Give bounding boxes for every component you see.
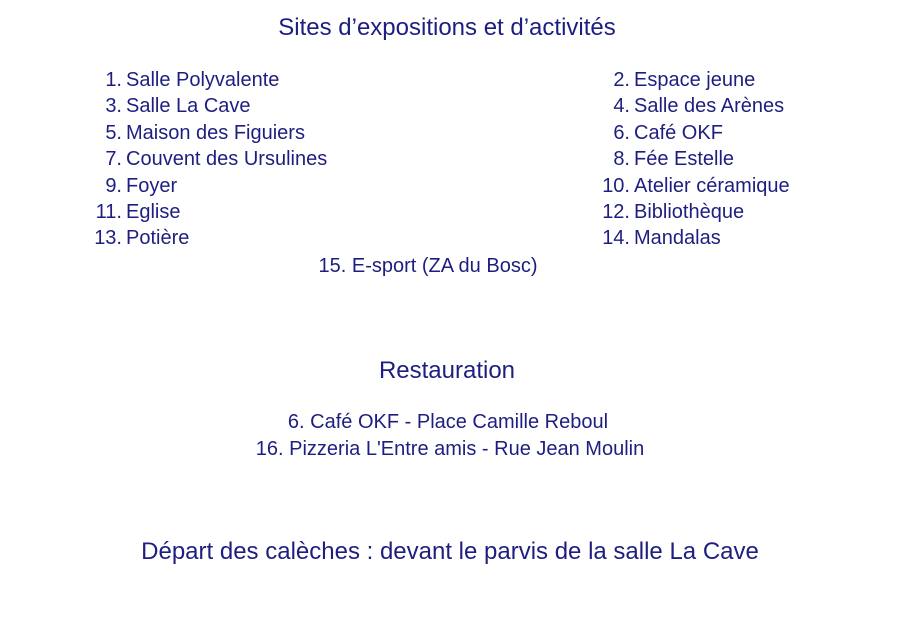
site-item	[90, 93, 420, 119]
site-number: 3.	[105, 95, 122, 118]
site-number: 8.	[613, 148, 630, 171]
site-label: Foyer	[126, 174, 178, 197]
site-number: 10.	[602, 174, 630, 197]
site-label: Bibliothèque	[634, 200, 745, 223]
site-item	[90, 120, 420, 146]
site-label: Couvent des Ursulines	[126, 148, 328, 171]
site-item	[596, 67, 896, 93]
restauration-title: Restauration	[378, 357, 516, 384]
site-number: 2.	[613, 69, 630, 91]
site-item	[90, 173, 420, 199]
site-number: 11.	[95, 200, 122, 223]
site-label: Salle La Cave	[126, 95, 251, 118]
site-label: Espace jeune	[634, 69, 756, 91]
site-number: 9.	[105, 174, 122, 197]
site-label: Eglise	[126, 200, 181, 223]
departure-notice: Départ des calèches : devant le parvis de la salle La Cave	[141, 538, 759, 565]
site-item	[90, 199, 420, 225]
sites-title: Sites d’expositions et d’activités	[278, 14, 616, 41]
site-number: 5.	[105, 121, 122, 144]
site-item	[90, 225, 420, 251]
site-item	[596, 120, 896, 146]
site-item-esport: 15. E-sport (ZA du Bosc)	[318, 255, 538, 277]
site-number: 1.	[105, 69, 122, 91]
site-number: 6.	[613, 121, 630, 144]
site-item	[90, 146, 420, 172]
site-item	[596, 173, 896, 199]
restaurant-item: 6. Café OKF - Place Camille Reboul	[287, 411, 609, 433]
site-number: 12.	[602, 200, 630, 223]
site-item	[596, 225, 896, 251]
site-item	[90, 67, 420, 93]
site-label: Mandalas	[634, 227, 721, 250]
site-number: 13.	[94, 227, 122, 250]
sites-left-column	[90, 67, 420, 252]
site-item	[596, 199, 896, 225]
site-label: Salle des Arènes	[634, 95, 785, 118]
site-number: 7.	[105, 148, 122, 171]
site-number: 14.	[602, 227, 630, 250]
site-label: Atelier céramique	[634, 174, 790, 197]
site-label: Maison des Figuiers	[126, 121, 305, 144]
restauration-list	[0, 409, 900, 463]
restaurant-item: 16. Pizzeria L'Entre amis - Rue Jean Moulin	[255, 438, 645, 460]
site-label: Salle Polyvalente	[126, 69, 280, 91]
site-number: 4.	[613, 95, 630, 118]
sites-right-column	[596, 67, 896, 252]
site-label: Fée Estelle	[634, 148, 735, 171]
site-item	[596, 146, 896, 172]
site-item	[596, 93, 896, 119]
site-label: Café OKF	[634, 121, 723, 144]
site-label: Potière	[126, 227, 190, 250]
